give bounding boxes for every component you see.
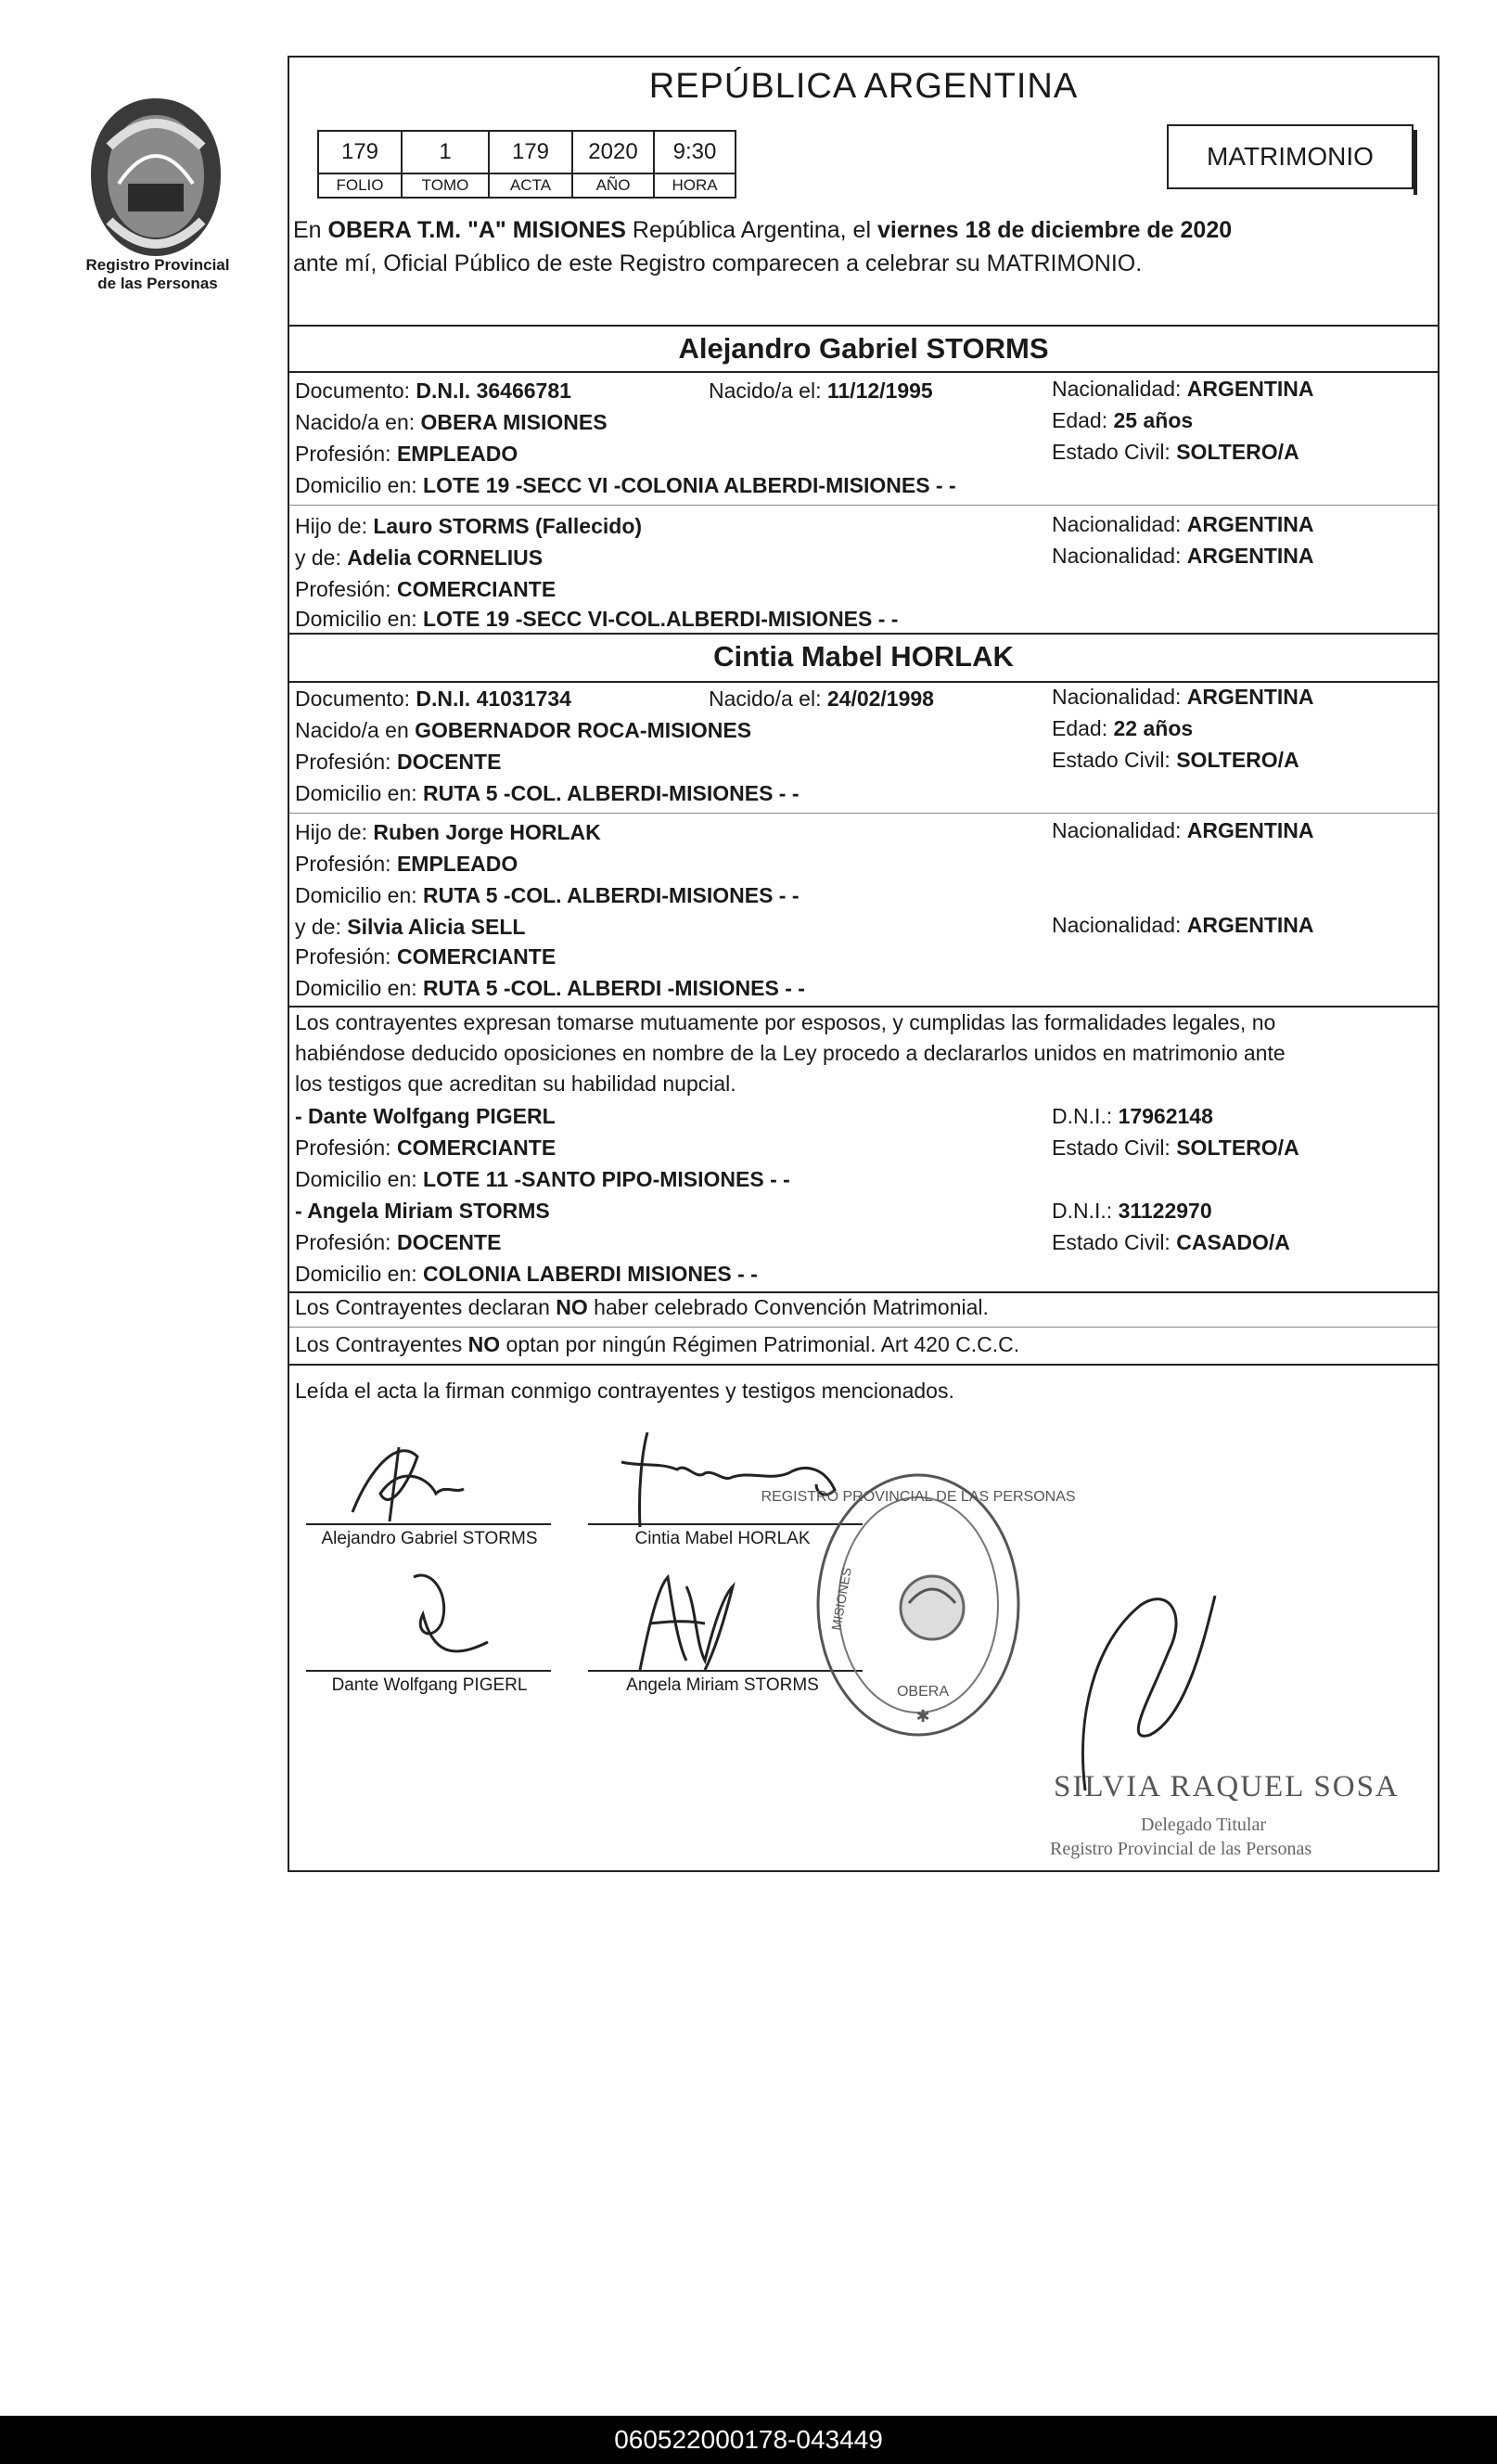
label: Nacionalidad: <box>1052 818 1187 842</box>
label: Nacido/a en <box>295 718 416 742</box>
spouse2-mother <box>295 915 525 940</box>
witness2-dni <box>1052 1199 1212 1224</box>
label: Nacido/a en: <box>295 410 421 434</box>
divider <box>289 325 1438 327</box>
spouse2-name: Cintia Mabel HORLAK <box>713 640 1014 673</box>
year-value: 2020 <box>572 131 654 173</box>
spouse2-father-profession <box>295 852 518 877</box>
value: ARGENTINA <box>1186 913 1314 937</box>
value: 11/12/1995 <box>826 379 933 403</box>
spouse2-nationality <box>1052 685 1314 710</box>
label: y de: <box>295 545 348 570</box>
label: D.N.I.: <box>1052 1104 1119 1128</box>
spouse1-name: Alejandro Gabriel STORMS <box>678 332 1049 365</box>
divider <box>289 681 1438 683</box>
label: Edad: <box>1052 408 1114 432</box>
value: 31122970 <box>1118 1199 1212 1223</box>
value: CASADO/A <box>1176 1230 1290 1254</box>
label: Profesión: <box>295 852 397 876</box>
intro-place: OBERA T.M. "A" MISIONES <box>327 217 626 243</box>
signature-4-scribble-icon <box>631 1568 751 1679</box>
declaration-line-2: habiéndose deducido oposiciones en nombre de la Ley procedo a declararlos unidos en matrimonio ante <box>295 1041 1286 1065</box>
divider <box>289 633 1438 635</box>
value: - Angela Miriam STORMS <box>295 1199 550 1223</box>
spouse2-birthplace <box>295 718 751 743</box>
emblem-caption-line1: Registro Provincial <box>85 256 230 274</box>
value: D.N.I. 41031734 <box>416 687 571 711</box>
value: COMERCIANTE <box>396 944 557 969</box>
value: D.N.I. 36466781 <box>416 379 571 403</box>
text: haber celebrado Convención Matrimonial. <box>587 1295 989 1319</box>
emblem-caption-line2: de las Personas <box>97 275 218 292</box>
regime-statement <box>295 1332 1019 1357</box>
divider <box>289 813 1438 814</box>
spouse1-profession <box>295 442 518 467</box>
signature-4-name: Angela Miriam STORMS <box>626 1675 819 1695</box>
label: Profesión: <box>295 1230 397 1254</box>
divider <box>289 371 1438 373</box>
label: Domicilio en: <box>295 1167 424 1191</box>
value: - Dante Wolfgang PIGERL <box>295 1104 556 1128</box>
label: Nacido/a el: <box>709 379 827 403</box>
witness1-dni <box>1052 1104 1213 1129</box>
label: Domicilio en: <box>295 976 424 1000</box>
value: 17962148 <box>1118 1104 1213 1128</box>
folio-value: 179 <box>318 131 402 173</box>
value: EMPLEADO <box>396 442 518 466</box>
value: GOBERNADOR ROCA-MISIONES <box>415 718 752 742</box>
svg-text:✱: ✱ <box>915 1707 930 1726</box>
signature-3-name: Dante Wolfgang PIGERL <box>331 1675 528 1695</box>
value: RUTA 5 -COL. ALBERDI -MISIONES - - <box>423 976 805 1000</box>
witness2-profession <box>295 1230 501 1255</box>
year-label: AÑO <box>572 173 654 198</box>
seal-bottom-text: OBERA <box>896 1684 950 1700</box>
value: ARGENTINA <box>1186 512 1314 536</box>
value: LOTE 19 -SECC VI-COL.ALBERDI-MISIONES - - <box>423 607 899 631</box>
label: Estado Civil: <box>1052 748 1177 772</box>
label: Domicilio en: <box>295 1262 424 1286</box>
hour-value: 9:30 <box>654 131 736 173</box>
spouse2-birthdate <box>709 687 934 712</box>
acta-label: ACTA <box>489 173 572 198</box>
intro-date: viernes 18 de diciembre de 2020 <box>876 217 1233 243</box>
value: LOTE 11 -SANTO PIPO-MISIONES - - <box>423 1167 790 1191</box>
divider <box>289 1364 1438 1366</box>
label: Domicilio en: <box>295 473 424 497</box>
label: Estado Civil: <box>1052 440 1177 464</box>
witness2-civil-status <box>1052 1230 1290 1255</box>
spouse2-civil-status <box>1052 748 1299 773</box>
spouse1-age <box>1052 408 1193 433</box>
signature-1-scribble-icon <box>343 1429 473 1531</box>
emphasis: NO <box>556 1295 588 1319</box>
spouse1-parents-address <box>295 607 898 632</box>
value: ARGENTINA <box>1186 544 1314 568</box>
official-organization: Registro Provincial de las Personas <box>1050 1839 1312 1859</box>
label: Nacionalidad: <box>1052 512 1187 536</box>
value: SOLTERO/A <box>1176 440 1299 464</box>
value: DOCENTE <box>396 750 502 774</box>
label: Nacionalidad: <box>1052 685 1187 709</box>
declaration-line-3: los testigos que acreditan su habilidad nupcial. <box>295 1072 736 1096</box>
witness2-address <box>295 1262 758 1287</box>
seal-ring-text: REGISTRO PROVINCIAL DE LAS PERSONAS <box>761 1489 1076 1505</box>
spouse2-document <box>295 687 571 712</box>
label: Profesión: <box>295 577 397 601</box>
label: Nacionalidad: <box>1052 913 1187 937</box>
spouse1-mother <box>295 545 543 571</box>
value: EMPLEADO <box>396 852 518 876</box>
value: Silvia Alicia SELL <box>347 915 526 939</box>
misiones-province-seal-icon <box>82 91 230 263</box>
emblem-caption <box>56 256 260 293</box>
value: ARGENTINA <box>1186 685 1314 709</box>
label: Profesión: <box>295 750 397 774</box>
declaration-line-1: Los contrayentes expresan tomarse mutuamente por esposos, y cumplidas las formalidades legales, no <box>295 1010 1276 1034</box>
emphasis: NO <box>467 1332 501 1356</box>
value: Ruben Jorge HORLAK <box>373 820 601 844</box>
value: DOCENTE <box>396 1230 502 1254</box>
label: Profesión: <box>295 944 397 969</box>
text: Los Contrayentes <box>295 1332 468 1356</box>
spouse1-parents-profession <box>295 577 556 602</box>
label: Nacido/a el: <box>709 687 827 711</box>
signature-1-name: Alejandro Gabriel STORMS <box>321 1529 538 1548</box>
declaration-text <box>295 1007 1432 1099</box>
signature-3-scribble-icon <box>395 1568 506 1670</box>
spouse1-father <box>295 514 642 539</box>
value: COLONIA LABERDI MISIONES - - <box>423 1262 758 1286</box>
signature-line <box>306 1523 551 1525</box>
label: Domicilio en: <box>295 781 424 805</box>
spouse2-mother-address <box>295 976 805 1001</box>
official-signature-scribble-icon <box>1067 1577 1252 1800</box>
value: SOLTERO/A <box>1176 748 1299 772</box>
witness2-name <box>295 1199 550 1224</box>
text: optan por ningún Régimen Patrimonial. Art 420 C.C.C. <box>500 1332 1020 1356</box>
signature-line <box>306 1670 551 1672</box>
province-emblem <box>82 91 230 263</box>
label: D.N.I.: <box>1052 1199 1119 1223</box>
witness1-civil-status <box>1052 1136 1299 1161</box>
footer-code: 060522000178-043449 <box>0 2416 1497 2464</box>
official-role: Delegado Titular <box>1141 1815 1266 1835</box>
label: Estado Civil: <box>1052 1230 1177 1254</box>
value: COMERCIANTE <box>396 1136 557 1160</box>
spouse2-profession <box>295 750 501 775</box>
value: 24/02/1998 <box>826 687 934 711</box>
label: Edad: <box>1052 716 1114 740</box>
label: Profesión: <box>295 1136 397 1160</box>
label: Nacionalidad: <box>1052 544 1187 568</box>
witness1-address <box>295 1167 790 1192</box>
label: Documento: <box>295 379 416 403</box>
label: Hijo de: <box>295 514 374 538</box>
label: Documento: <box>295 687 416 711</box>
label: Domicilio en: <box>295 883 424 907</box>
divider <box>289 1291 1438 1293</box>
registry-data-table <box>317 130 736 199</box>
spouse1-birthdate <box>709 379 933 404</box>
registry-round-stamp-icon <box>761 1464 1076 1746</box>
text: Los Contrayentes declaran <box>295 1295 557 1319</box>
spouse2-address <box>295 781 800 806</box>
witness1-name <box>295 1104 556 1129</box>
witness1-profession <box>295 1136 556 1161</box>
hour-label: HORA <box>654 173 736 198</box>
convention-statement <box>295 1295 989 1320</box>
read-statement: Leída el acta la firman conmigo contrayentes y testigos mencionados. <box>295 1379 954 1403</box>
seal-left-text: MISIONES <box>828 1566 854 1632</box>
spouse1-birthplace <box>295 410 608 435</box>
value: LOTE 19 -SECC VI -COLONIA ALBERDI-MISIONES - - <box>423 473 956 497</box>
divider <box>289 505 1438 506</box>
spouse1-mother-nationality <box>1052 544 1314 569</box>
value: RUTA 5 -COL. ALBERDI-MISIONES - - <box>423 883 800 907</box>
value: Lauro STORMS (Fallecido) <box>373 514 643 538</box>
label: Nacionalidad: <box>1052 377 1187 401</box>
spouse2-age <box>1052 716 1193 741</box>
label: Hijo de: <box>295 820 374 844</box>
value: ARGENTINA <box>1186 377 1314 401</box>
document-title: REPÚBLICA ARGENTINA <box>648 67 1079 106</box>
signature-2-name: Cintia Mabel HORLAK <box>634 1529 811 1548</box>
act-type-box: MATRIMONIO <box>1167 124 1414 189</box>
intro-text: República Argentina, el <box>625 217 877 243</box>
spouse2-mother-nationality <box>1052 913 1314 938</box>
intro-line-2: ante mí, Oficial Público de este Registro comparecen a celebrar su MATRIMONIO. <box>293 250 1143 276</box>
value: OBERA MISIONES <box>420 410 608 434</box>
value: 22 años <box>1113 716 1194 740</box>
tomo-label: TOMO <box>402 173 489 198</box>
intro-text: En <box>293 217 328 243</box>
spouse2-father <box>295 820 601 845</box>
label: Profesión: <box>295 442 397 466</box>
official-name: SILVIA RAQUEL SOSA <box>1054 1770 1400 1803</box>
divider <box>289 1327 1438 1328</box>
value: SOLTERO/A <box>1176 1136 1299 1160</box>
value: Adelia CORNELIUS <box>347 545 544 570</box>
spouse2-mother-profession <box>295 944 556 969</box>
value: COMERCIANTE <box>396 577 557 601</box>
folio-label: FOLIO <box>318 173 402 198</box>
acta-value: 179 <box>489 131 572 173</box>
label: Domicilio en: <box>295 607 424 631</box>
spouse1-nationality <box>1052 377 1314 402</box>
value: RUTA 5 -COL. ALBERDI-MISIONES - - <box>423 781 800 805</box>
value: ARGENTINA <box>1186 818 1314 842</box>
spouse1-father-nationality <box>1052 512 1314 537</box>
spouse1-address <box>295 473 956 498</box>
intro-line-1 <box>293 217 1232 244</box>
spouse1-civil-status <box>1052 440 1299 465</box>
tomo-value: 1 <box>402 131 489 173</box>
value: 25 años <box>1113 408 1194 432</box>
spouse2-father-nationality <box>1052 818 1314 843</box>
spouse1-document <box>295 379 571 404</box>
spouse2-father-address <box>295 883 800 908</box>
label: y de: <box>295 915 348 939</box>
label: Estado Civil: <box>1052 1136 1177 1160</box>
